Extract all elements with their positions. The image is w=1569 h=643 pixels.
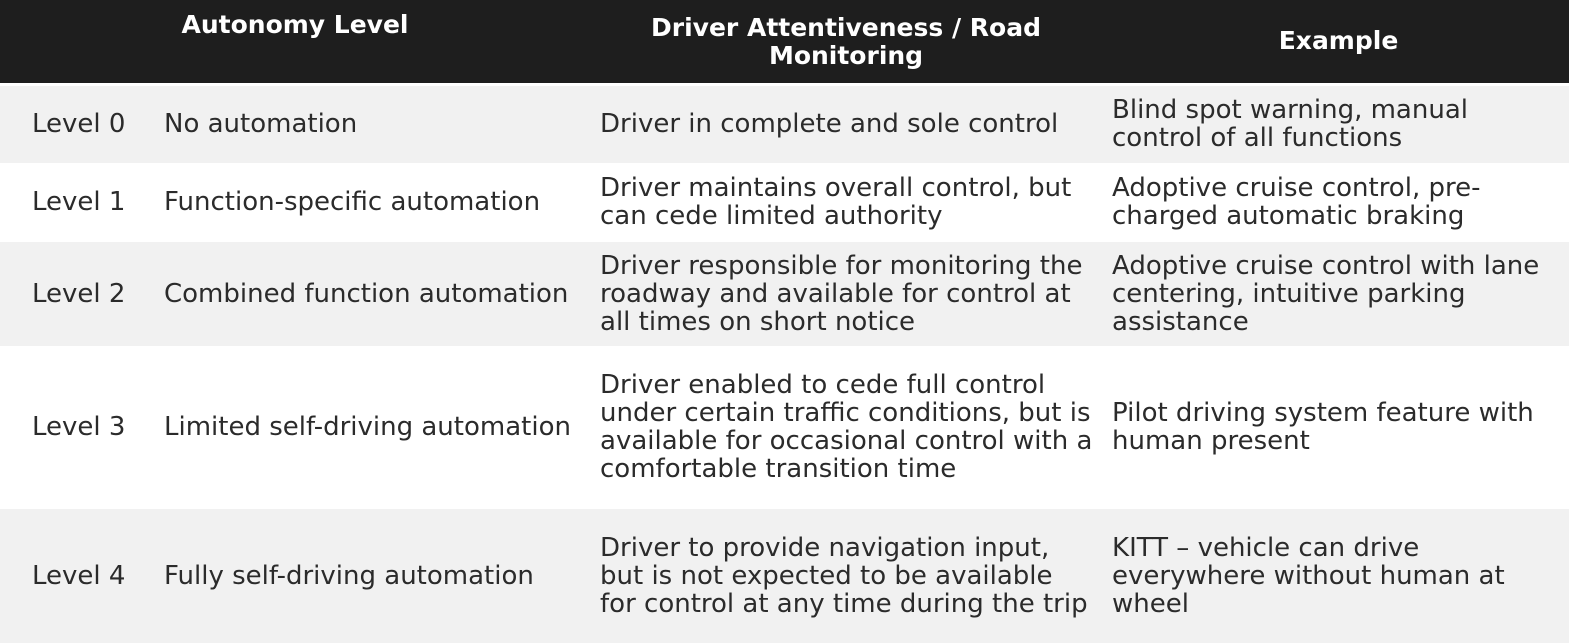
table-row [0,84,1569,164]
header-row [0,0,1569,84]
header-driver-attentiveness: Driver Attentiveness / Road Monitoring [651,13,1041,70]
example-cell: Pilot driving system feature with human present [1102,347,1569,507]
level-cell: Level 2 [0,240,150,347]
header-autonomy-level: Autonomy Level [181,10,409,39]
driver-attentiveness-cell: Driver maintains overall control, but can cede limited authority [590,164,1102,240]
example-cell: Blind spot warning, manual control of all functions [1102,84,1569,164]
level-cell: Level 3 [0,347,150,507]
table-row [0,164,1569,240]
example-cell: Adoptive cruise control, pre-charged automatic braking [1102,164,1569,240]
level-name-cell: Limited self-driving automation [150,347,590,507]
driver-attentiveness-cell: Driver enabled to cede full control under certain traffic conditions, but is available for occasional control with a comfortable transition time [590,347,1102,507]
table-body [0,84,1569,643]
driver-attentiveness-cell: Driver responsible for monitoring the roadway and available for control at all times on short notice [590,240,1102,347]
level-name-cell: Fully self-driving automation [150,507,590,643]
table-header [0,0,1569,84]
level-name-cell: No automation [150,84,590,164]
level-cell: Level 0 [0,84,150,164]
driver-attentiveness-cell: Driver in complete and sole control [590,84,1102,164]
table-row [0,507,1569,643]
table-row [0,240,1569,347]
driver-attentiveness-cell: Driver to provide navigation input, but is not expected to be available for control at any time during the trip [590,507,1102,643]
level-cell: Level 1 [0,164,150,240]
level-name-cell: Function-specific automation [150,164,590,240]
header-example: Example [1278,26,1399,56]
example-cell: KITT – vehicle can drive everywhere without human at wheel [1102,507,1569,643]
level-name-cell: Combined function automation [150,240,590,347]
example-cell: Adoptive cruise control with lane centering, intuitive parking assistance [1102,240,1569,347]
level-cell: Level 4 [0,507,150,643]
table-row [0,347,1569,507]
